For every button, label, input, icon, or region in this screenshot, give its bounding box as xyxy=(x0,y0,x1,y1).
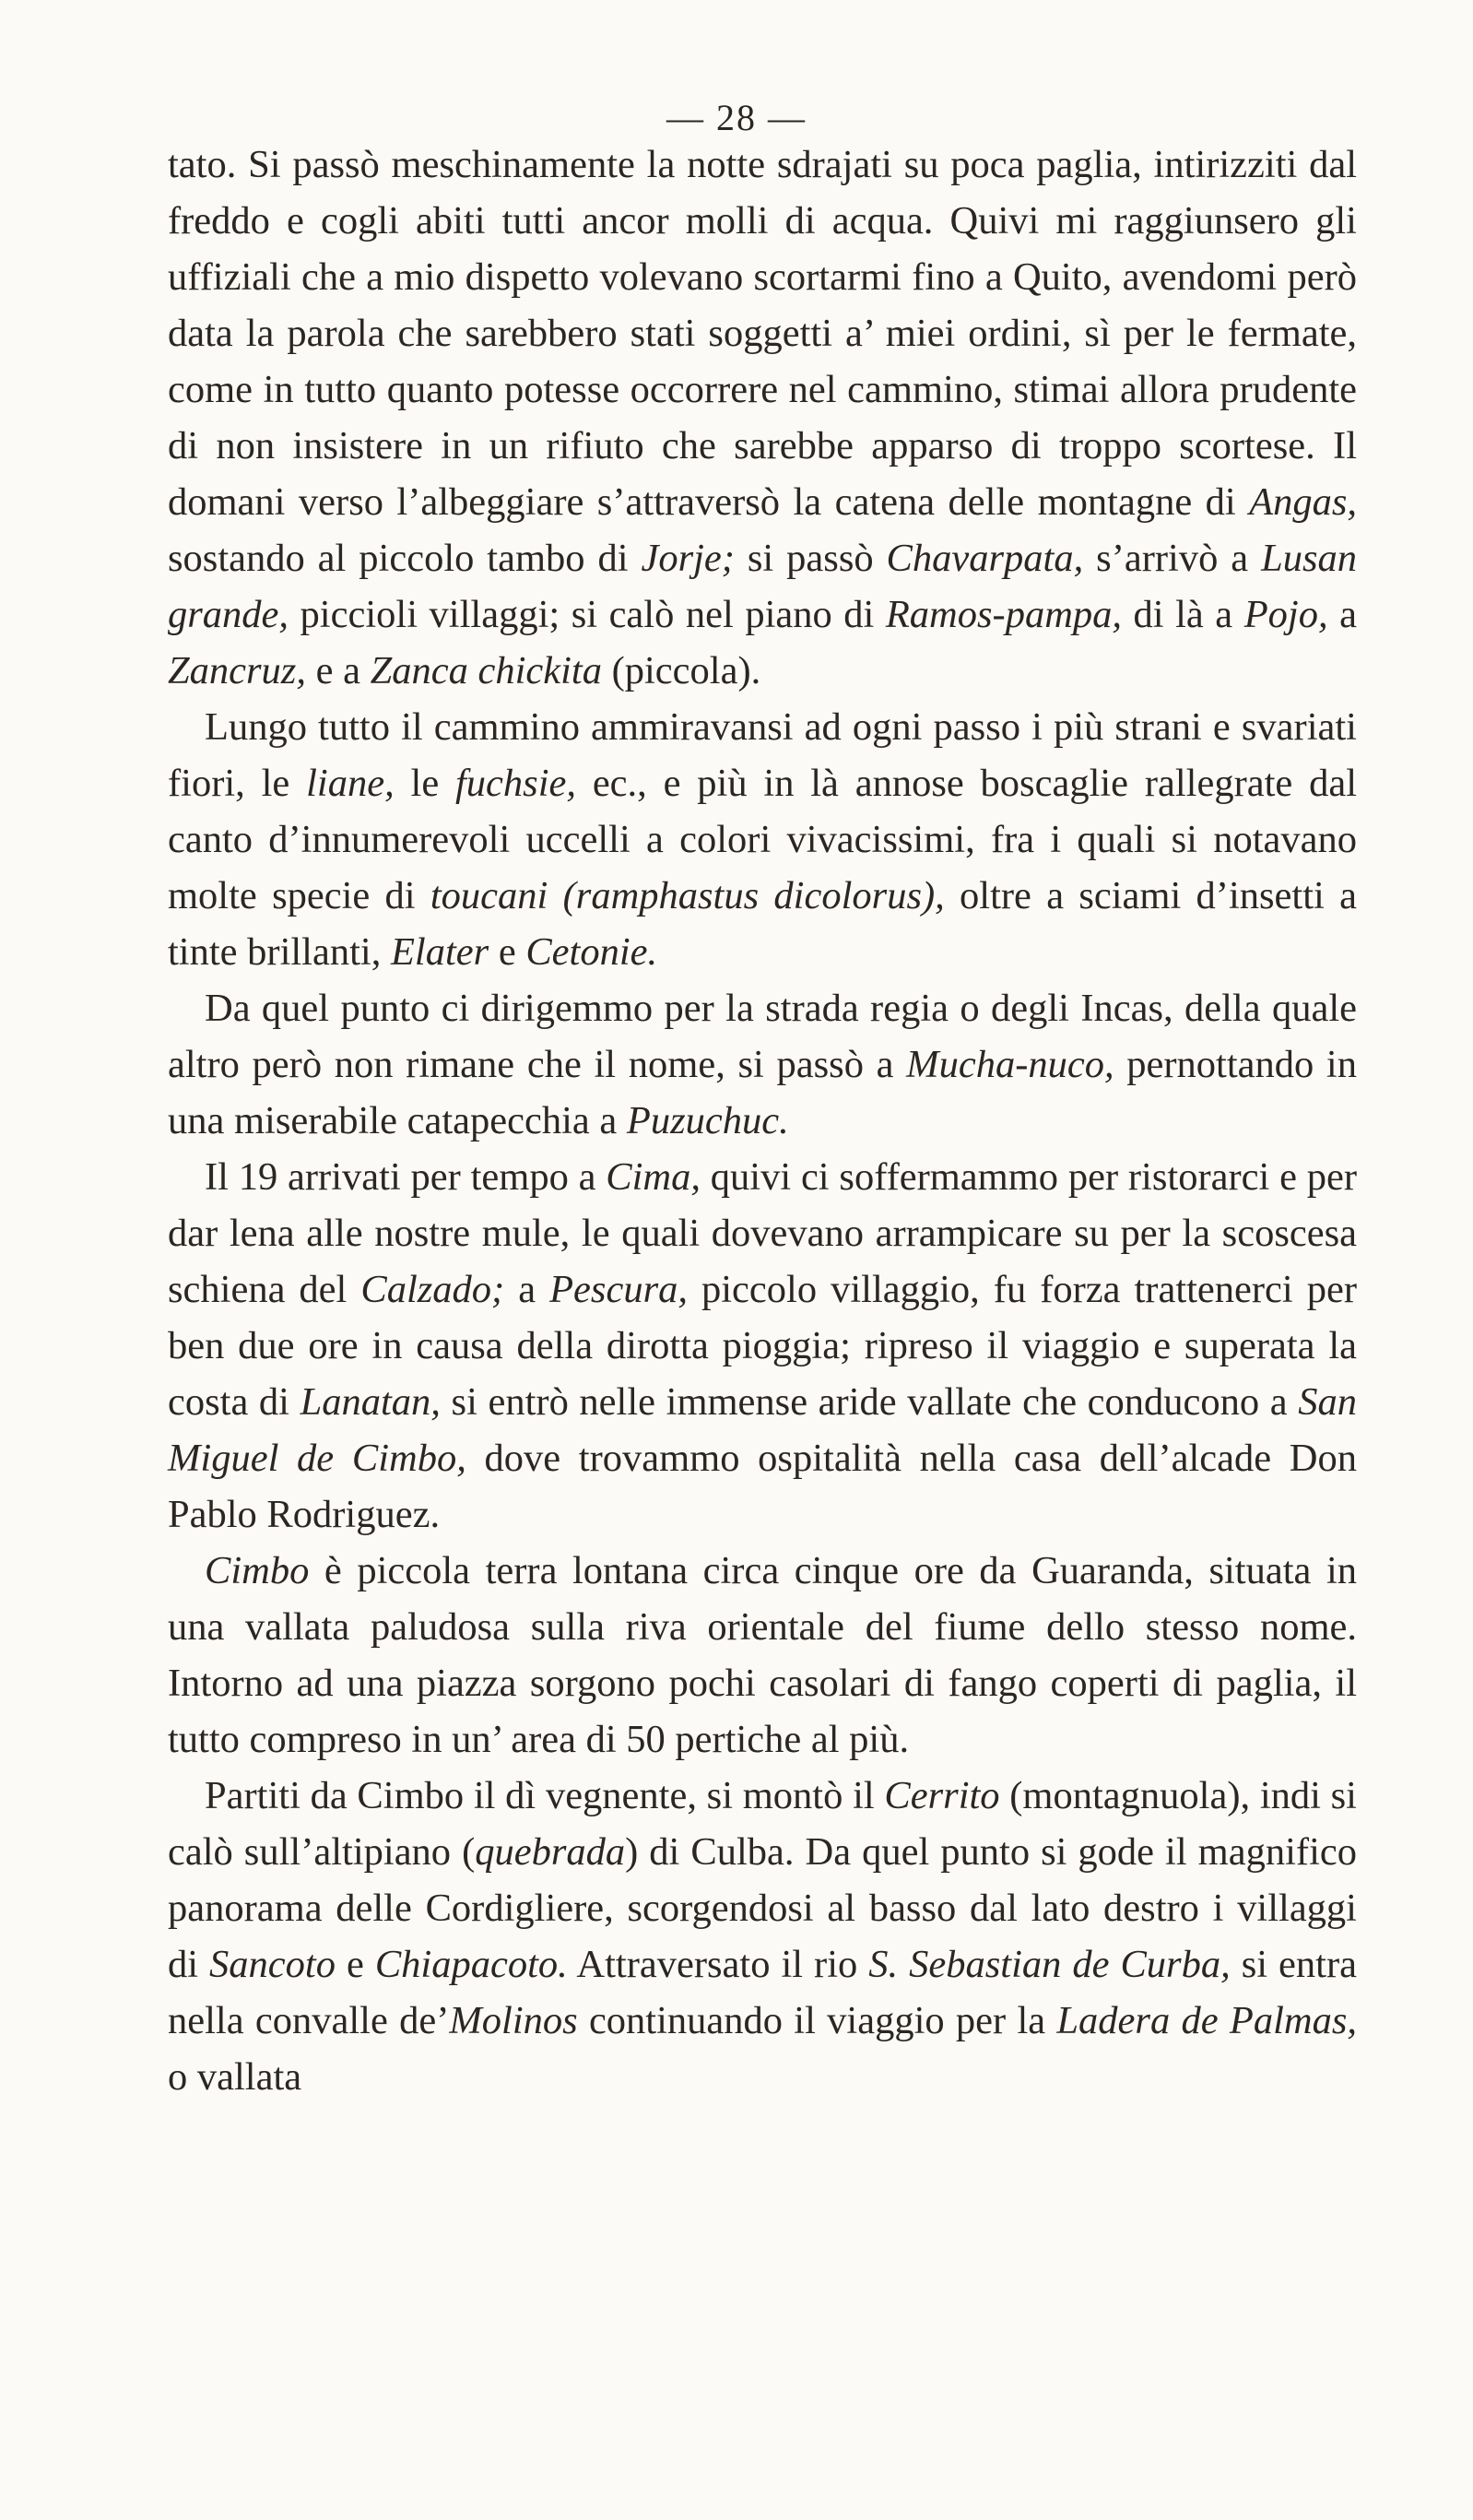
body-text xyxy=(168,136,1357,2105)
text-run: ec., e più in là annose boscaglie rallegrate dal canto d’innumerevoli uccelli a colori vivacissimi, fra i quali si notavano molte specie di xyxy=(168,762,1358,917)
text-run: Attraversato il rio xyxy=(567,1943,869,1986)
text-run: piccolo villaggio, fu forza trattenerci per ben due ore in causa della dirotta pioggia; ripreso il viaggio e superata la costa di xyxy=(168,1268,1357,1424)
italic-text: S. Sebastian de Curba, xyxy=(868,1943,1231,1986)
text-run: si entra nella convalle de’ xyxy=(168,1943,1357,2042)
italic-text: fuchsie, xyxy=(455,762,577,805)
text-run: ) di Culba. Da quel punto si gode il magnifico panorama delle Cordigliere, scorgendosi al basso dal lato destro i villaggi di xyxy=(168,1830,1357,1986)
text-run: pernottando in una miserabile catapecchia a xyxy=(168,1043,1357,1142)
text-run: Lungo tutto il cammino ammiravansi ad ogni passo i più strani e svariati fiori, le xyxy=(168,705,1357,805)
text-run: e xyxy=(489,930,526,974)
italic-text: quebrada xyxy=(475,1830,626,1874)
text-run: sostando al piccolo tambo di xyxy=(168,537,642,580)
italic-text: Angas, xyxy=(1249,480,1357,524)
text-run: le xyxy=(394,762,455,805)
italic-text: Cimbo xyxy=(205,1549,310,1592)
italic-text: Lusan grande, xyxy=(168,537,1357,636)
italic-text: Mucha-nuco, xyxy=(906,1043,1114,1086)
italic-text: Cetonie. xyxy=(525,930,658,974)
italic-text: Puzuchuc. xyxy=(626,1099,789,1142)
page-number: — 28 — xyxy=(666,97,807,138)
italic-text: Ladera de Palmas, xyxy=(1056,1999,1357,2042)
text-run: (montagnuola), indi si calò sull’altipiano ( xyxy=(168,1774,1357,1874)
text-run: dove trovammo ospitalità nella casa dell’alcade Don Pablo Rodriguez. xyxy=(168,1437,1357,1536)
text-run: oltre a sciami d’insetti a tinte brillanti, xyxy=(168,874,1357,974)
italic-text: Ramos-pampa, xyxy=(885,593,1123,636)
italic-text: toucani (ramphastus dicolorus), xyxy=(430,874,945,917)
italic-text: Chiapacoto. xyxy=(374,1943,568,1986)
italic-text: Cerrito xyxy=(884,1774,1000,1817)
italic-text: Sancoto xyxy=(209,1943,336,1986)
text-run: a xyxy=(504,1268,550,1311)
paragraph xyxy=(168,136,1357,699)
italic-text: Pojo, xyxy=(1243,593,1328,636)
paragraph xyxy=(168,1149,1357,1543)
italic-text: Elater xyxy=(390,930,489,974)
italic-text: Molinos xyxy=(449,1999,578,2042)
paragraph xyxy=(168,980,1357,1149)
italic-text: Zancruz, xyxy=(168,649,306,692)
text-run: o vallata xyxy=(168,2055,302,2099)
text-run: Partiti da Cimbo il dì vegnente, si montò il xyxy=(205,1774,885,1817)
text-run: si entrò nelle immense aride vallate che conducono a xyxy=(440,1380,1299,1424)
italic-text: Lanatan, xyxy=(300,1380,441,1424)
italic-text: liane, xyxy=(306,762,395,805)
text-run: si passò xyxy=(734,537,887,580)
text-run: e a xyxy=(305,649,371,692)
paragraph xyxy=(168,699,1357,980)
text-run: di là a xyxy=(1122,593,1244,636)
text-run: continuando il viaggio per la xyxy=(577,1999,1057,2042)
italic-text: Zanca chickita xyxy=(370,649,602,692)
italic-text: Cima, xyxy=(606,1155,701,1199)
text-run: piccioli villaggi; si calò nel piano di xyxy=(289,593,886,636)
italic-text: Pescura, xyxy=(549,1268,688,1311)
text-run: quivi ci soffermammo per ristorarci e per dar lena alle nostre mule, le quali dovevano arrampicare su per la scoscesa schiena del xyxy=(168,1155,1357,1311)
text-run: e xyxy=(335,1943,375,1986)
italic-text: Chavarpata, xyxy=(886,537,1084,580)
italic-text: Calzado; xyxy=(360,1268,505,1311)
text-run: Il 19 arrivati per tempo a xyxy=(205,1155,607,1199)
text-run: a xyxy=(1327,593,1357,636)
text-run: tato. Si passò meschinamente la notte sdrajati su poca paglia, intirizziti dal freddo e cogli abiti tutti ancor molli di acqua. Quivi mi raggiunsero gli uffiziali che a mio dispetto volevano scortarmi fino a Quito, avendomi però data la parola che sarebbero stati soggetti a’ miei ordini, sì per le fermate, come in tutto quanto potesse occorrere nel cammino, stimai allora prudente di non insistere in un rifiuto che sarebbe apparso di troppo scortese. Il domani verso l’albeggiare s’attraversò la catena delle montagne di xyxy=(168,143,1357,524)
text-run: è piccola terra lontana circa cinque ore da Guaranda, situata in una vallata paludosa sulla riva orientale del fiume dello stesso nome. Intorno ad una piazza sorgono pochi casolari di fango coperti di paglia, il tutto compreso in un’ area di 50 pertiche al più. xyxy=(168,1549,1357,1761)
text-run: Da quel punto ci dirigemmo per la strada regia o degli Incas, della quale altro però non rimane che il nome, si passò a xyxy=(168,987,1357,1086)
text-run: s’arrivò a xyxy=(1083,537,1262,580)
italic-text: San Miguel de Cimbo, xyxy=(168,1380,1357,1480)
italic-text: Jorje; xyxy=(641,537,735,580)
paragraph xyxy=(168,1768,1357,2105)
text-run: (piccola). xyxy=(601,649,761,692)
paragraph xyxy=(168,1543,1357,1768)
